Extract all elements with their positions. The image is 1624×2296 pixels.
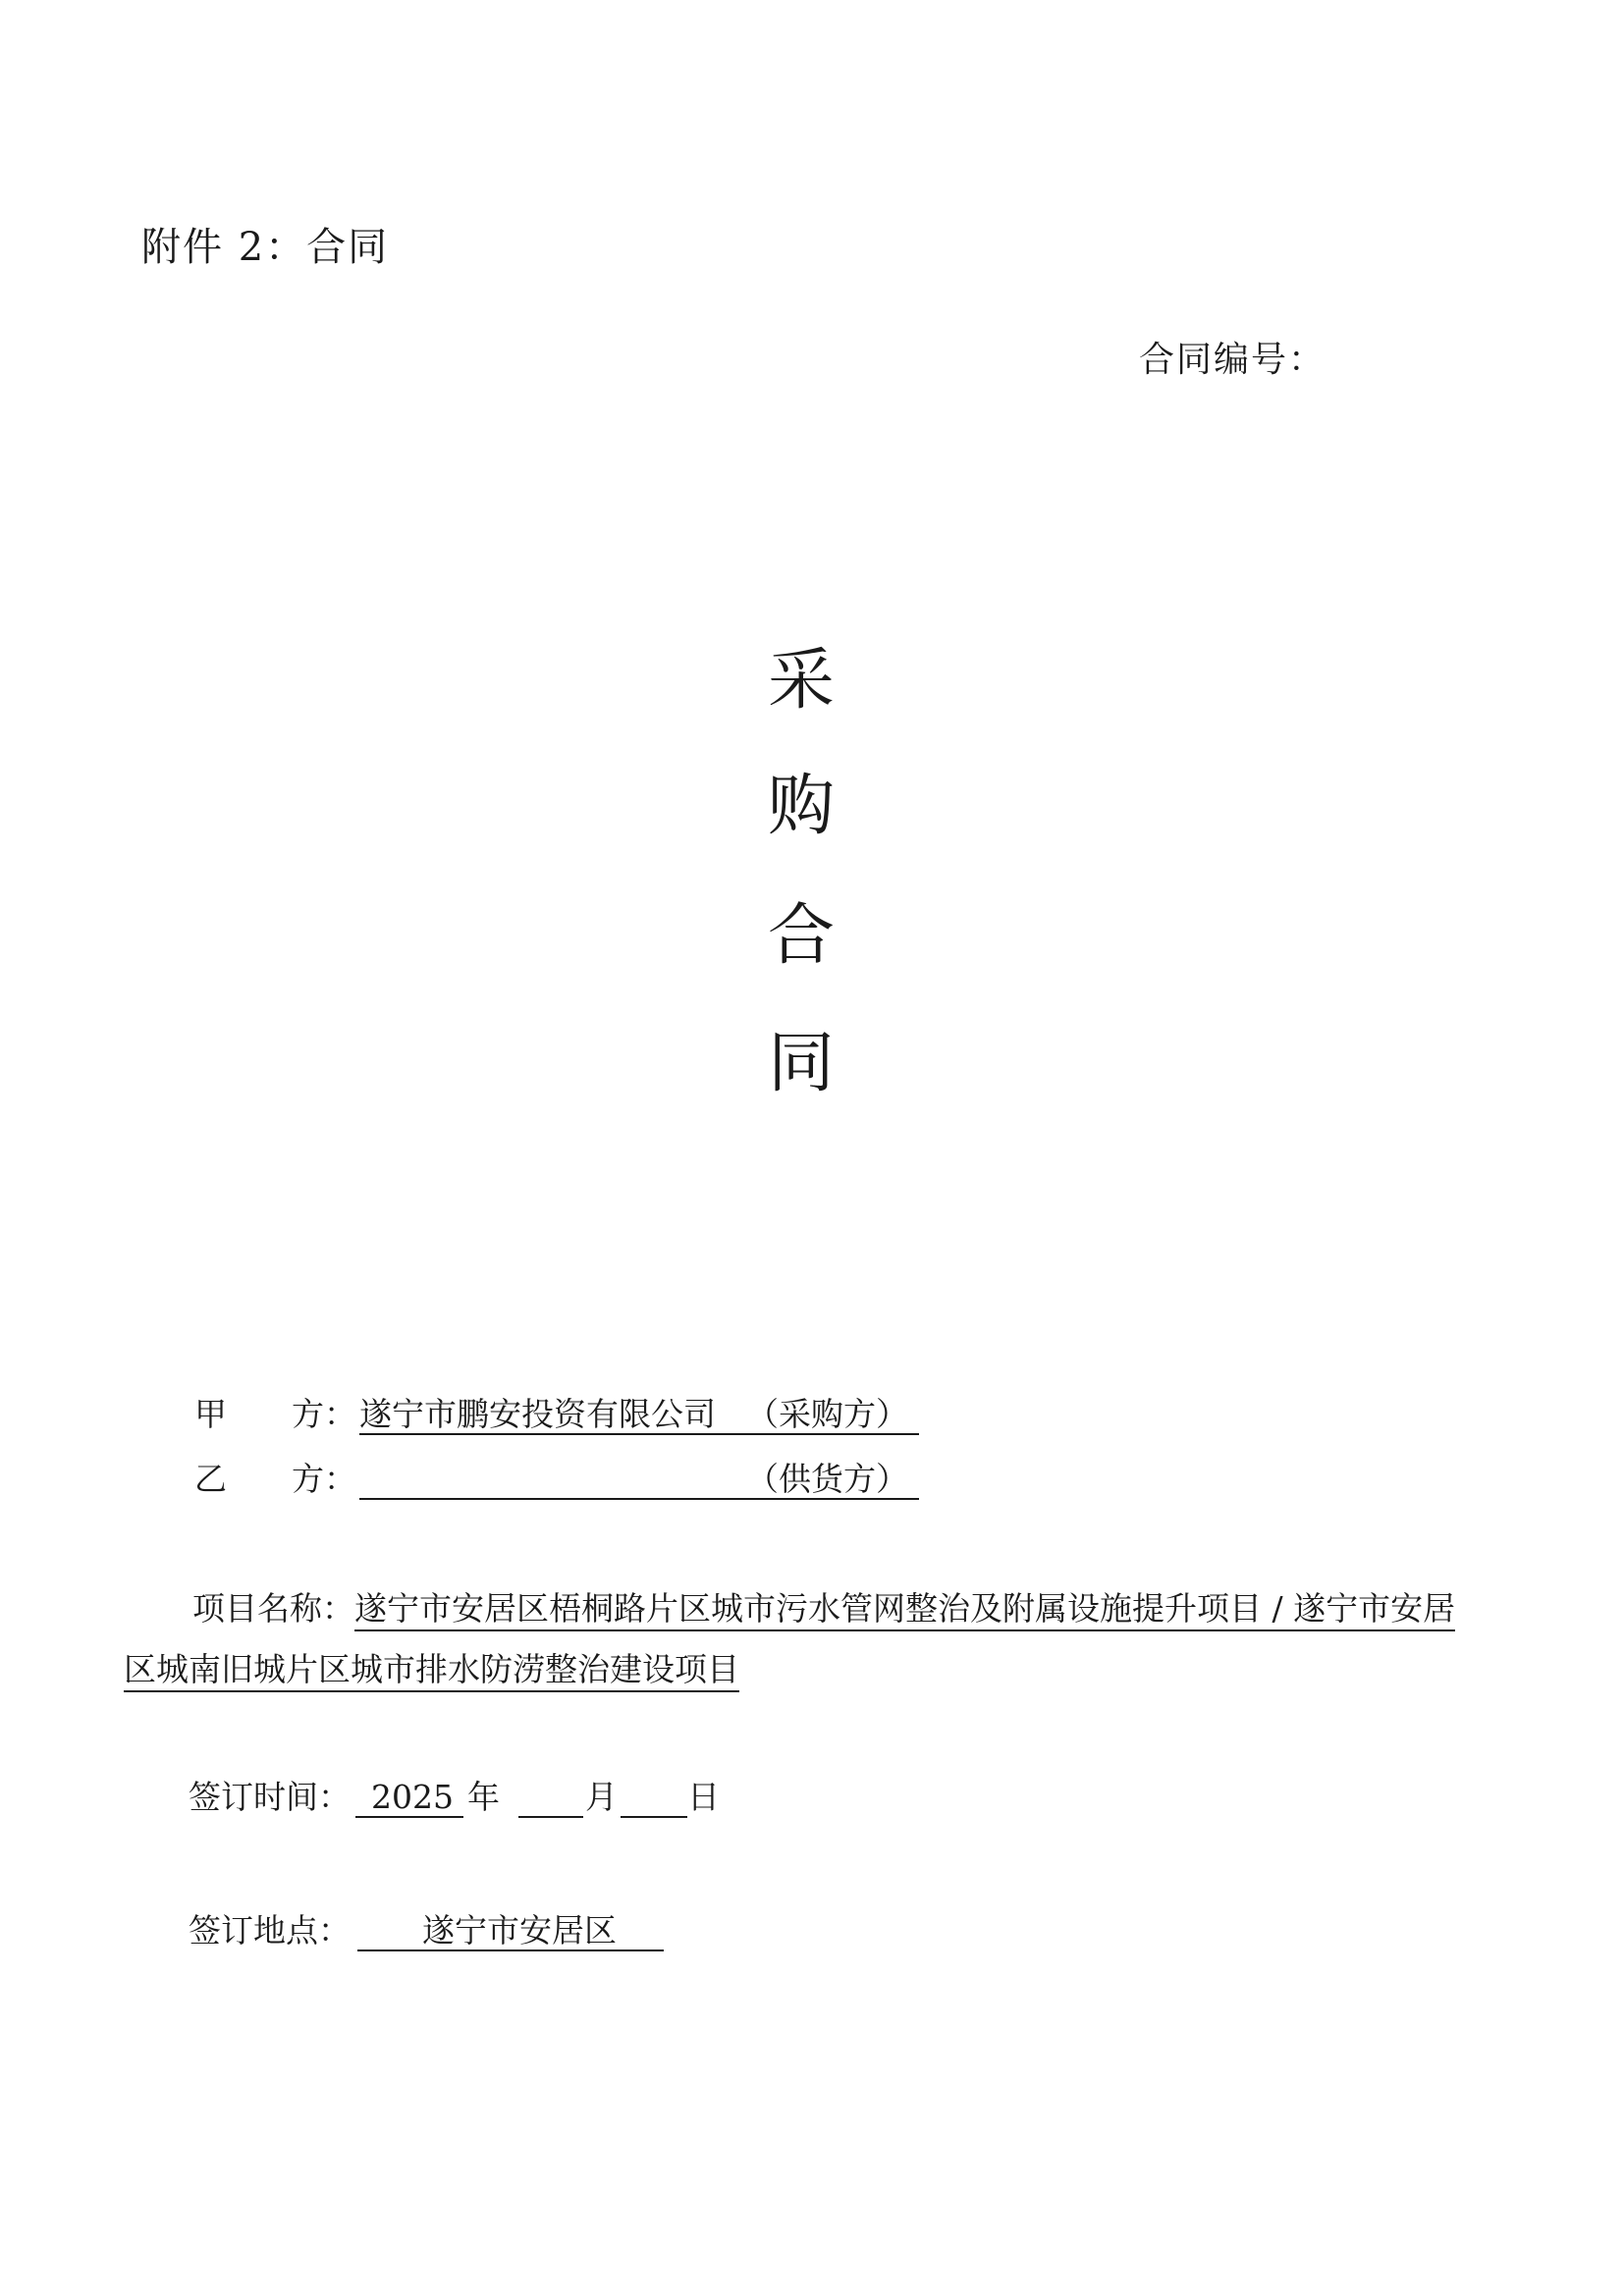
party-a-name: 遂宁市鹏安投资有限公司 [359,1395,716,1433]
signing-place-row [189,1908,699,1953]
party-b-underline [359,1498,919,1500]
party-a-underline [359,1433,919,1435]
signing-place-label: 签订地点： [189,1911,351,1949]
party-b-row [194,1457,921,1502]
month-underline [518,1816,583,1818]
project-name-part1: 遂宁市安居区梧桐路片区城市污水管网整治及附属设施提升项目 / 遂宁市安居 [354,1589,1455,1631]
project-label: 项目名称： [192,1589,354,1628]
attachment-label: 附件 2：合同 [141,225,390,270]
party-a-role: （采购方） [746,1395,908,1433]
day-unit: 日 [687,1778,720,1816]
title-char: 同 [767,1025,835,1102]
day-underline [621,1816,687,1818]
project-name-line2 [124,1639,739,1700]
year-underline [355,1816,463,1818]
project-name-line1 [192,1578,1455,1639]
signing-place: 遂宁市安居区 [422,1911,617,1949]
project-name-part2: 区城南旧城片区城市排水防涝整治建设项目 [124,1650,739,1692]
party-a-label: 甲 方： [194,1395,356,1433]
title-char: 采 [767,642,835,720]
party-a-row [194,1392,921,1437]
party-b-label: 乙 方： [194,1460,356,1498]
year-unit: 年 [467,1778,500,1816]
party-b-role: （供货方） [746,1460,908,1498]
title-char: 合 [767,897,835,975]
signing-time-row [189,1775,738,1820]
contract-number-label: 合同编号： [1139,340,1326,380]
place-underline [357,1949,664,1951]
signing-time-label: 签订时间： [189,1778,351,1816]
title-char: 购 [767,768,835,845]
month-unit: 月 [585,1778,618,1816]
signing-year: 2025 [371,1778,454,1816]
